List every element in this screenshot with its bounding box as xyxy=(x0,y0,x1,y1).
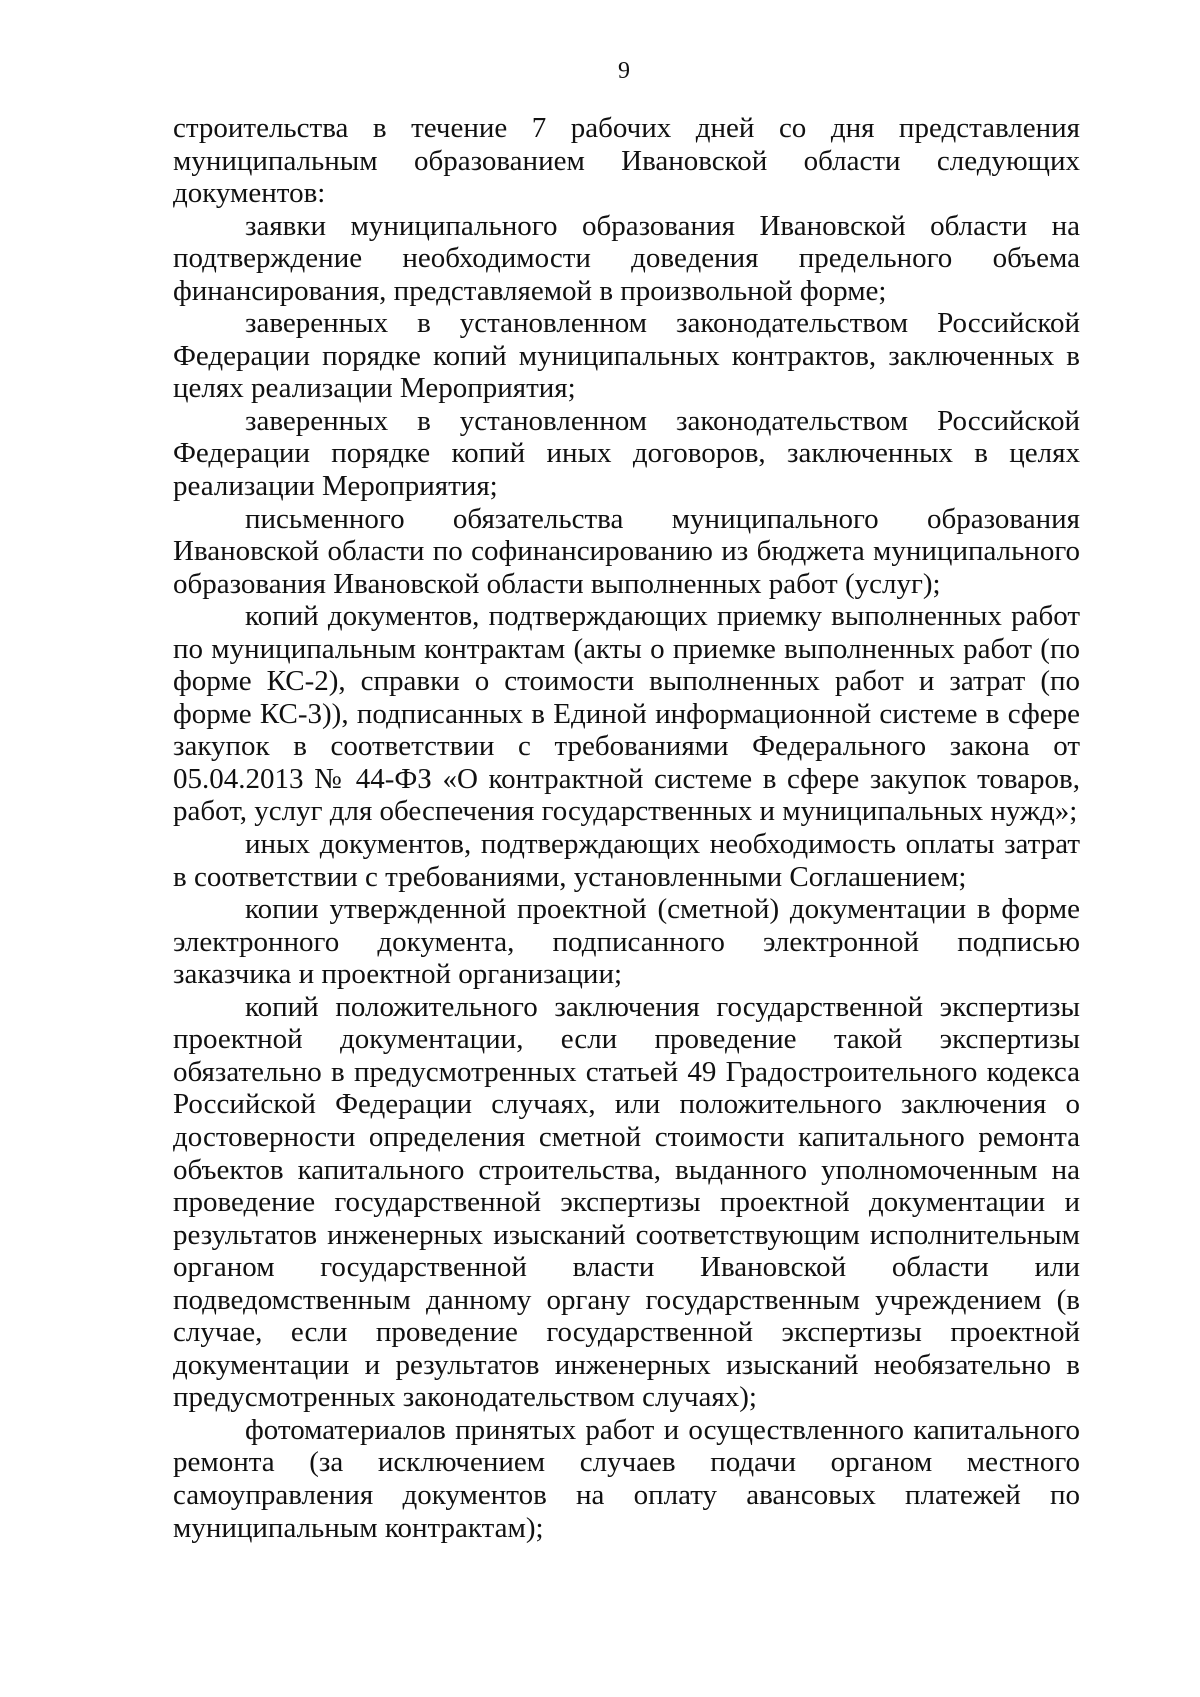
paragraph-cofinancing-obligation: письменного обязательства муниципального образования Ивановской области по софинансированию из бюджета муниципального образования Ивановской области выполненных работ (услуг); xyxy=(173,502,1080,600)
paragraph-acceptance-documents: копий документов, подтверждающих приемку выполненных работ по муниципальным контрактам (акты о приемке выполненных работ (по форме КС-2), справки о стоимости выполненных работ и затрат (по форме КС-3)), подписанных в Единой информационной системе в сфере закупок в соответствии с требованиями Федерального закона от 05.04.2013 № 44-ФЗ «О контрактной системе в сфере закупок товаров, работ, услуг для обеспечения государственных и муниципальных нужд»; xyxy=(173,600,1080,828)
paragraph-other-agreements: заверенных в установленном законодательством Российской Федерации порядке копий иных договоров, заключенных в целях реализации Мероприятия; xyxy=(173,404,1080,503)
page-number: 9 xyxy=(618,58,630,84)
paragraph-photo-materials: фотоматериалов принятых работ и осуществленного капитального ремонта (за исключением случаев подачи органом местного самоуправления документов на оплату авансовых платежей по муниципальным контрактам); xyxy=(173,1413,1080,1544)
paragraph-application-request: заявки муниципального образования Ивановской области на подтверждение необходимости доведения предельного объема финансирования, представляемой в произвольной форме; xyxy=(173,209,1080,307)
paragraph-expertise-conclusion: копий положительного заключения государственной экспертизы проектной документации, если проведение такой экспертизы обязательно в предусмотренных статьей 49 Градостроительного кодекса Российской Федерации случаях, или положительного заключения о достоверности определения сметной стоимости капитального ремонта объектов капитального строительства, выданного уполномоченным на проведение государственной экспертизы проектной документации и результатов инженерных изысканий соответствующим исполнительным органом государственной власти Ивановской области или подведомственным данному органу государственным учреждением (в случае, если проведение государственной экспертизы проектной документации и результатов инженерных изысканий необязательно в предусмотренных законодательством случаях); xyxy=(173,990,1080,1414)
paragraph-continuation: строительства в течение 7 рабочих дней со дня представления муниципальным образованием Ивановской области следующих документов: xyxy=(173,112,1080,210)
paragraph-other-documents: иных документов, подтверждающих необходимость оплаты затрат в соответствии с требованиями, установленными Соглашением; xyxy=(173,828,1080,893)
paragraph-municipal-contracts: заверенных в установленном законодательством Российской Федерации порядке копий муниципальных контрактов, заключенных в целях реализации Мероприятия; xyxy=(173,307,1080,405)
document-body xyxy=(173,112,1080,1544)
paragraph-design-documentation: копии утвержденной проектной (сметной) документации в форме электронного документа, подписанного электронной подписью заказчика и проектной организации; xyxy=(173,893,1080,991)
